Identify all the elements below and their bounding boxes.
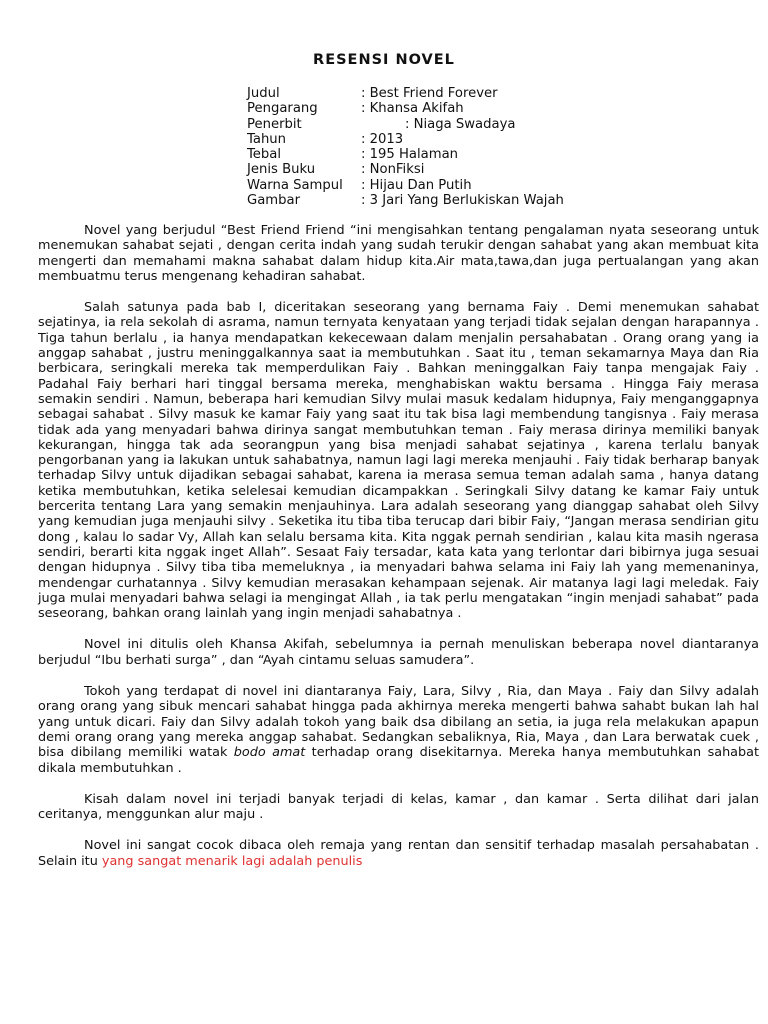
info-row-gambar	[247, 193, 564, 208]
paragraph-recommendation	[38, 838, 759, 869]
paragraph-synopsis: Salah satunya pada bab I, diceritakan seseorang yang bernama Faiy . Demi menemukan sahabat sejatinya, ia rela sekolah di asrama, namun ternyata kenyataan yang terjadi tidak sejalan dengan harapannya . Tiga tahun berlalu , ia hanya mendapatkan kekecewaan dalam menjalin persahabatan . Orang orang yang ia anggap sahabat , justru meninggalkannya saat ia membutuhkan . Saat itu , teman sekamarnya Maya dan Ria berbicara, seringkali mereka tak memperdulikan Faiy . Bahkan meninggalkan Faiy tanpa mengajak Faiy . Padahal Faiy berhari hari tinggal bersama mereka, menghabiskan waktu bersama . Hingga Faiy merasa semakin sendiri . Namun, beberapa hari kemudian Silvy mulai masuk kedalam hidupnya, Faiy menganggapnya sebagai sahabat . Silvy masuk ke kamar Faiy yang saat itu tak bisa lagi membendung tangisnya . Faiy merasa tidak ada yang menyadari bahwa dirinya sangat membutuhkan teman . Faiy merasa dirinya memiliki banyak kekurangan, hingga tak ada seorangpun yang bisa menjadi sahabat sejatinya , karena terlalu banyak pengorbanan yang ia lakukan untuk sahabatnya, namun lagi lagi mereka menjauhi . Faiy tidak berharap banyak terhadap Silvy untuk dijadikan sebagai sahabat, karena ia merasa semua teman adalah sama , hanya datang ketika membutuhkan, ketika selelesai kemudian dicampakkan . Seringkali Silvy datang ke kamar Faiy untuk bercerita tentang Lara yang semakin menjauhinya. Lara adalah seseorang yang dianggap sahabat oleh Silvy yang kemudian juga menjauhi silvy . Seketika itu tiba tiba terucap dari bibir Faiy, “Jangan merasa sendirian gitu dong , kalau lo sadar Vy, Allah kan selalu bersama kita. Kita nggak pernah sendirian , kalau kita masih ngerasa sendiri, berarti kita nggak inget Allah”. Sesaat Faiy tersadar, kata kata yang terlontar dari bibirnya juga sesuai dengan hidupnya . Silvy tiba tiba memeluknya , ia menyadari bahwa selama ini Faiy lah yang memenaninya, mendengar curhatannya . Silvy kemudian merasakan kehampaan sejenak. Air matanya lagi lagi meledak. Faiy juga mulai menyadari bahwa selagi ia mengingat Allah , ia tak perlu mengatakan “ingin menjadi sahabat” pada seseorang, bahkan orang lainlah yang ingin menjadi sahabatnya .	[38, 300, 759, 622]
info-row-judul	[247, 86, 564, 101]
paragraph-text: Tokoh yang terdapat di novel ini diantaranya Faiy, Lara, Silvy , Ria, dan Maya . Faiy dan Silvy adalah orang orang yang sibuk mencari sahabat hingga pada akhirnya mereka mengerti bahwa sahabt bukan lah hal yang untuk dicari. Faiy dan Silvy adalah tokoh yang baik dsa dibilang an setia, ia juga rela melakukan apapun demi orang orang yang mereka anggap sahabat. Sedangkan sebaliknya, Ria, Maya , dan Lara berwatak cuek , bisa dibilang memiliki watak	[38, 684, 759, 761]
paragraph-text: terhadap orang disekitarnya. Mereka hanya membutuhkan sahabat dikala membutuhkan .	[38, 745, 760, 776]
info-key: Pengarang	[247, 101, 318, 117]
info-value: : Best Friend Forever	[361, 86, 498, 101]
info-key: Warna Sampul	[247, 177, 343, 193]
info-row-jenis-buku	[247, 162, 564, 177]
info-row-warna-sampul	[247, 178, 564, 193]
info-value: : 3 Jari Yang Berlukiskan Wajah	[361, 193, 564, 209]
info-row-tebal	[247, 147, 564, 162]
italic-phrase: bodo amat	[233, 745, 306, 761]
info-key: Gambar	[247, 193, 301, 209]
paragraph-text: Novel ini sangat cocok dibaca oleh remaja yang rentan dan sensitif terhadap masalah persahabatan . Selain itu	[38, 838, 759, 869]
paragraph-characters	[38, 684, 759, 776]
review-body	[38, 223, 759, 885]
info-value: : 195 Halaman	[361, 147, 459, 163]
highlighted-text: yang sangat menarik lagi adalah penulis	[101, 853, 363, 869]
paragraph-intro: Novel yang berjudul “Best Friend Friend “ini mengisahkan tentang pengalaman nyata seseorang untuk menemukan sahabat sejati , dengan cerita indah yang sudah terukir dengan sahabat yang akan membuat kita mengerti dan memahami makna sahabat dalam hidup kita.Air mata,tawa,dan juga pertualangan yang akan membuatmu terus mengenang kehadiran sahabat.	[38, 223, 759, 284]
info-row-pengarang	[247, 101, 564, 116]
paragraph-setting: Kisah dalam novel ini terjadi banyak terjadi di kelas, kamar , dan kamar . Serta dilihat dari jalan ceritanya, menggunkan alur maju .	[38, 791, 759, 823]
info-value: : Khansa Akifah	[361, 101, 464, 117]
info-value: : Niaga Swadaya	[405, 116, 516, 132]
info-key: Tahun	[247, 131, 287, 147]
info-row-tahun	[247, 132, 564, 147]
info-value: : NonFiksi	[361, 162, 425, 178]
book-info-table	[247, 86, 564, 208]
info-key: Judul	[247, 86, 280, 101]
paragraph-author: Novel ini ditulis oleh Khansa Akifah, sebelumnya ia pernah menuliskan beberapa novel diantaranya berjudul “Ibu berhati surga” , dan “Ayah cintamu seluas samudera”.	[38, 637, 759, 668]
info-key: Tebal	[247, 147, 282, 163]
info-value: : 2013	[361, 131, 404, 147]
info-key: Penerbit	[247, 116, 302, 132]
info-key: Jenis Buku	[247, 162, 316, 178]
document-title: RESENSI NOVEL	[313, 52, 455, 68]
info-row-penerbit	[247, 117, 564, 132]
info-value: : Hijau Dan Putih	[361, 177, 472, 193]
